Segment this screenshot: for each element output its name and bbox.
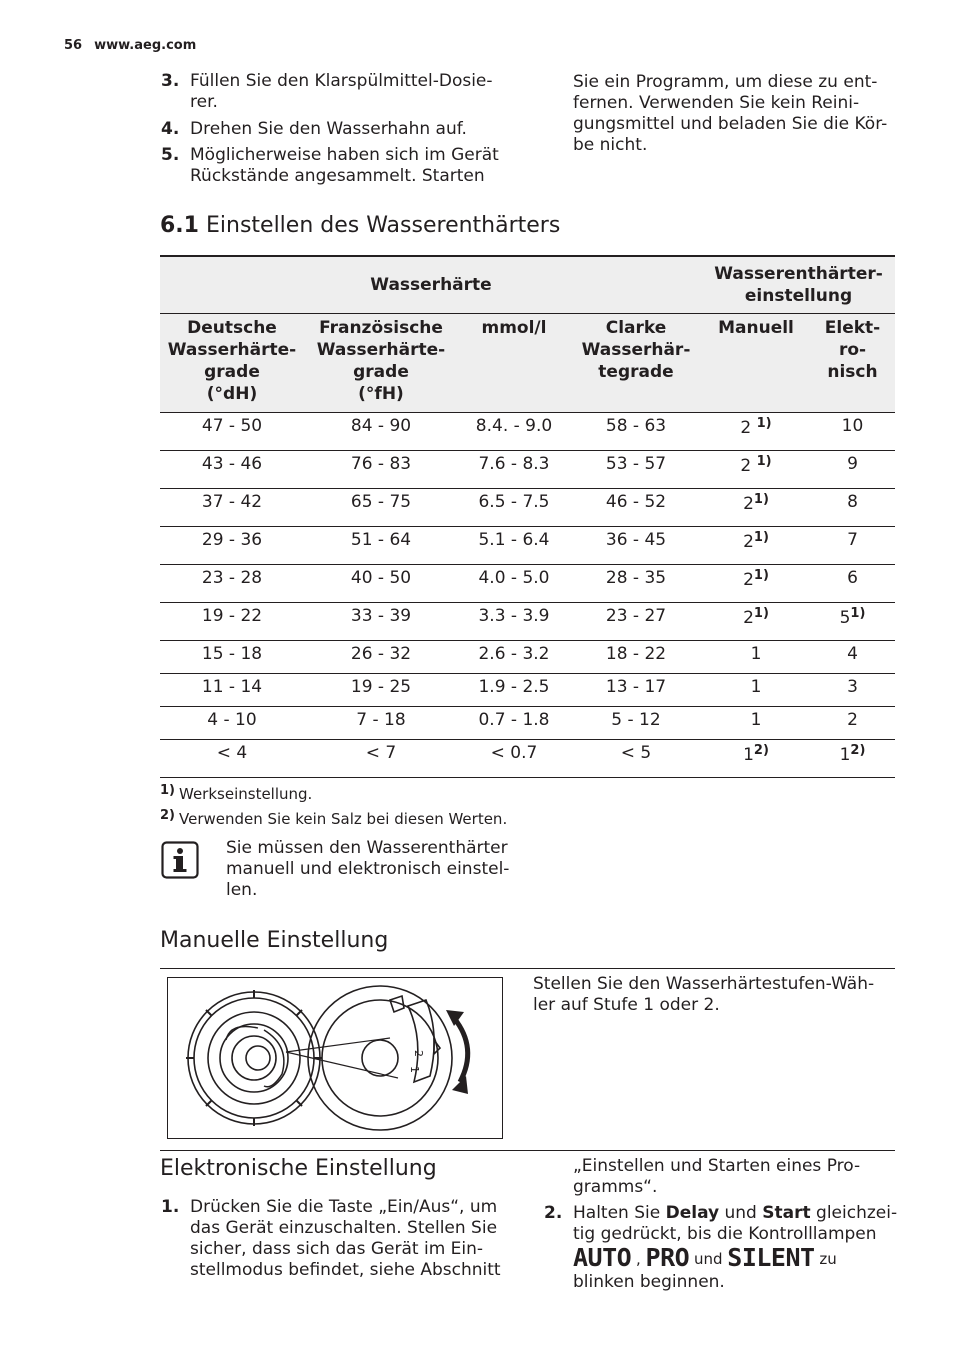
table-row bbox=[160, 673, 895, 706]
column-header-fh: Französische Wasserhärte- grade (°fH) bbox=[304, 313, 458, 412]
cell-mmol bbox=[458, 488, 570, 526]
step-text: zu bbox=[814, 1250, 837, 1268]
step-text: Halten Sie bbox=[573, 1203, 666, 1223]
footnote-reference: 1) bbox=[850, 605, 866, 621]
cell-clarke bbox=[570, 526, 702, 564]
cell-mmol bbox=[458, 602, 570, 640]
cell-manual bbox=[702, 739, 810, 777]
cell-value: 11 - 14 bbox=[201, 676, 263, 697]
table-row bbox=[160, 602, 895, 640]
column-header-electronic: Elekt- ro- nisch bbox=[810, 313, 895, 412]
cell-value: 4.0 - 5.0 bbox=[478, 567, 550, 588]
section-title: Einstellen des Wasserenthärters bbox=[205, 213, 561, 238]
column-header-mmol: mmol/l bbox=[458, 313, 570, 412]
cell-value: 7 - 18 bbox=[356, 709, 406, 730]
column-header-clarke: Clarke Wasserhär- tegrade bbox=[570, 313, 702, 412]
cell-value: 2 bbox=[743, 607, 754, 628]
cell-value: 0.7 - 1.8 bbox=[478, 709, 550, 730]
silent-lamp-icon: SILENT bbox=[727, 1243, 815, 1272]
delay-key-label: Delay bbox=[665, 1203, 720, 1223]
cell-mmol bbox=[458, 739, 570, 777]
footnote-mark: 1) bbox=[160, 783, 175, 798]
cell-clarke bbox=[570, 673, 702, 706]
cell-electronic bbox=[810, 673, 895, 706]
start-key-label: Start bbox=[762, 1203, 811, 1223]
table-row bbox=[160, 564, 895, 602]
cell-clarke bbox=[570, 739, 702, 777]
cell-value: 4 bbox=[847, 643, 858, 664]
cell-dh bbox=[160, 450, 304, 488]
cell-value: 2.6 - 3.2 bbox=[478, 643, 550, 664]
step-number: 4. bbox=[161, 119, 180, 139]
footnote-2 bbox=[160, 808, 507, 828]
cell-value: 76 - 83 bbox=[350, 453, 412, 474]
cell-clarke bbox=[570, 412, 702, 450]
group-header-hardness: Wasserhärte bbox=[160, 256, 702, 313]
cell-value: 5.1 - 6.4 bbox=[478, 529, 550, 550]
cell-value: 8.4. - 9.0 bbox=[475, 415, 553, 436]
cell-value: 53 - 57 bbox=[605, 453, 667, 474]
page-header bbox=[64, 38, 196, 53]
water-softener-dial-illustration bbox=[167, 977, 503, 1139]
step-text: Füllen Sie den Klarspülmittel-Dosie- rer. bbox=[190, 71, 493, 112]
footnote-reference: 2) bbox=[753, 742, 769, 758]
cell-dh bbox=[160, 412, 304, 450]
footnote-reference: 1) bbox=[753, 491, 769, 507]
cell-mmol bbox=[458, 640, 570, 673]
cell-value: 15 - 18 bbox=[201, 643, 263, 664]
cell-value: 7 bbox=[847, 529, 858, 550]
table-row bbox=[160, 450, 895, 488]
cell-value: 5 bbox=[839, 607, 851, 628]
cell-fh bbox=[304, 488, 458, 526]
step-text: und bbox=[719, 1203, 763, 1223]
cell-value: 40 - 50 bbox=[350, 567, 412, 588]
cell-manual bbox=[702, 564, 810, 602]
cell-value: 1 bbox=[743, 744, 754, 765]
dial-mark-1: 1 bbox=[408, 1066, 421, 1073]
cell-value: 51 - 64 bbox=[350, 529, 412, 550]
cell-value: 2 bbox=[740, 417, 757, 438]
cell-dh bbox=[160, 640, 304, 673]
cell-value: 58 - 63 bbox=[605, 415, 667, 436]
step-text: Möglicherweise haben sich im Gerät Rückstände angesammelt. Starten bbox=[190, 145, 499, 186]
cell-value: 19 - 22 bbox=[201, 605, 263, 626]
footnote-reference: 2) bbox=[850, 742, 866, 758]
cell-manual bbox=[702, 412, 810, 450]
table-row bbox=[160, 526, 895, 564]
cell-value: 6.5 - 7.5 bbox=[478, 491, 550, 512]
footnote-1 bbox=[160, 783, 312, 803]
step-2-last-line: blinken beginnen. bbox=[573, 1272, 725, 1292]
cell-value: < 5 bbox=[620, 742, 652, 763]
cell-value: 1 bbox=[750, 676, 762, 697]
cell-electronic bbox=[810, 706, 895, 739]
cell-dh bbox=[160, 564, 304, 602]
cell-fh bbox=[304, 412, 458, 450]
cell-mmol bbox=[458, 706, 570, 739]
cell-electronic bbox=[810, 412, 895, 450]
cell-fh bbox=[304, 739, 458, 777]
cell-value: 1 bbox=[750, 643, 762, 664]
cell-fh bbox=[304, 706, 458, 739]
cell-value: 7.6 - 8.3 bbox=[478, 453, 550, 474]
cell-manual bbox=[702, 526, 810, 564]
cell-value: 29 - 36 bbox=[201, 529, 263, 550]
cell-fh bbox=[304, 673, 458, 706]
cell-value: < 0.7 bbox=[490, 742, 538, 763]
cell-value: 6 bbox=[847, 567, 858, 588]
cell-electronic bbox=[810, 602, 895, 640]
header-url: www.aeg.com bbox=[94, 38, 197, 53]
cell-electronic bbox=[810, 526, 895, 564]
page-number: 56 bbox=[64, 38, 83, 53]
cell-value: 2 bbox=[743, 531, 754, 552]
separator: , bbox=[631, 1250, 646, 1268]
manual-setting-text: Stellen Sie den Wasserhärtestufen-Wäh- ler auf Stufe 1 oder 2. bbox=[533, 974, 875, 1015]
cell-clarke bbox=[570, 450, 702, 488]
cell-value: 37 - 42 bbox=[201, 491, 263, 512]
step-number: 3. bbox=[161, 71, 180, 91]
cell-value: 26 - 32 bbox=[350, 643, 412, 664]
cell-value: 36 - 45 bbox=[605, 529, 667, 550]
cell-value: 43 - 46 bbox=[201, 453, 263, 474]
step-number: 1. bbox=[161, 1197, 180, 1217]
cell-clarke bbox=[570, 640, 702, 673]
cell-electronic bbox=[810, 739, 895, 777]
cell-manual bbox=[702, 706, 810, 739]
indicator-lamps-line bbox=[573, 1243, 913, 1272]
group-header-setting: Wasserenthärter- einstellung bbox=[702, 256, 895, 313]
cell-value: < 4 bbox=[216, 742, 248, 763]
section-heading bbox=[160, 213, 560, 238]
info-icon bbox=[161, 841, 199, 879]
cell-manual bbox=[702, 640, 810, 673]
electronic-setting-heading: Elektronische Einstellung bbox=[160, 1156, 437, 1181]
cell-fh bbox=[304, 640, 458, 673]
step-number: 2. bbox=[544, 1203, 563, 1223]
cell-value: 23 - 28 bbox=[201, 567, 263, 588]
cell-value: 13 - 17 bbox=[605, 676, 667, 697]
cell-manual bbox=[702, 450, 810, 488]
cell-mmol bbox=[458, 526, 570, 564]
manual-setting-heading: Manuelle Einstellung bbox=[160, 928, 389, 953]
cell-value: 3.3 - 3.9 bbox=[478, 605, 550, 626]
cell-electronic bbox=[810, 450, 895, 488]
cell-fh bbox=[304, 526, 458, 564]
cell-value: 84 - 90 bbox=[350, 415, 412, 436]
step-5-continuation: Sie ein Programm, um diese zu ent- fernen. Verwenden Sie kein Reini- gungsmittel und beladen Sie die Kör- be nicht. bbox=[573, 72, 888, 155]
cell-value: 1.9 - 2.5 bbox=[478, 676, 550, 697]
table-row bbox=[160, 706, 895, 739]
footnote-reference: 1) bbox=[753, 529, 769, 545]
separator: und bbox=[689, 1250, 728, 1268]
cell-mmol bbox=[458, 564, 570, 602]
cell-value: 9 bbox=[847, 453, 858, 474]
cell-clarke bbox=[570, 488, 702, 526]
cell-value: 33 - 39 bbox=[350, 605, 412, 626]
cell-value: 47 - 50 bbox=[201, 415, 263, 436]
table-row bbox=[160, 739, 895, 777]
cell-dh bbox=[160, 526, 304, 564]
cell-value: 4 - 10 bbox=[207, 709, 257, 730]
cell-manual bbox=[702, 602, 810, 640]
divider bbox=[160, 968, 895, 969]
electronic-step-1-continuation: „Einstellen und Starten eines Pro- gramms“. bbox=[573, 1156, 861, 1197]
cell-value: 3 bbox=[847, 676, 858, 697]
footnote-text: Werkseinstellung. bbox=[179, 785, 313, 803]
cell-manual bbox=[702, 488, 810, 526]
footnote-mark: 2) bbox=[160, 808, 175, 823]
cell-value: 2 bbox=[847, 709, 858, 730]
divider bbox=[160, 1150, 895, 1151]
footnote-reference: 1) bbox=[756, 453, 772, 469]
step-text: gleichzei- tig gedrückt, bis die Kontrolllampen bbox=[573, 1203, 898, 1244]
table-row bbox=[160, 488, 895, 526]
cell-fh bbox=[304, 564, 458, 602]
cell-value: 1 bbox=[750, 709, 762, 730]
cell-value: 10 bbox=[841, 415, 864, 436]
cell-clarke bbox=[570, 706, 702, 739]
cell-dh bbox=[160, 488, 304, 526]
cell-value: 1 bbox=[839, 744, 851, 765]
info-note-text: Sie müssen den Wasserenthärter manuell und elektronisch einstel- len. bbox=[226, 838, 510, 900]
pro-lamp-icon: PRO bbox=[645, 1243, 690, 1272]
cell-dh bbox=[160, 602, 304, 640]
cell-fh bbox=[304, 450, 458, 488]
cell-value: 19 - 25 bbox=[350, 676, 412, 697]
cell-value: 2 bbox=[743, 569, 754, 590]
cell-electronic bbox=[810, 640, 895, 673]
cell-dh bbox=[160, 673, 304, 706]
cell-value: 18 - 22 bbox=[605, 643, 667, 664]
footnote-reference: 1) bbox=[753, 605, 769, 621]
cell-electronic bbox=[810, 564, 895, 602]
cell-mmol bbox=[458, 412, 570, 450]
column-header-dh: Deutsche Wasserhärte- grade (°dH) bbox=[160, 313, 304, 412]
cell-dh bbox=[160, 739, 304, 777]
water-hardness-table bbox=[160, 255, 895, 778]
step-text: Drücken Sie die Taste „Ein/Aus“, um das Gerät einzuschalten. Stellen Sie sicher, dass sich das Gerät im Ein- stellmodus befindet, siehe Abschnitt bbox=[190, 1197, 501, 1280]
footnote-text: Verwenden Sie kein Salz bei diesen Werten. bbox=[179, 810, 508, 828]
dial-mark-2: 2 bbox=[412, 1050, 425, 1057]
cell-value: 28 - 35 bbox=[605, 567, 667, 588]
cell-electronic bbox=[810, 488, 895, 526]
cell-value: 2 bbox=[740, 455, 757, 476]
cell-manual bbox=[702, 673, 810, 706]
column-header-manual: Manuell bbox=[702, 313, 810, 412]
cell-value: 65 - 75 bbox=[350, 491, 412, 512]
cell-clarke bbox=[570, 602, 702, 640]
cell-mmol bbox=[458, 673, 570, 706]
cell-clarke bbox=[570, 564, 702, 602]
cell-value: 5 - 12 bbox=[611, 709, 661, 730]
cell-value: 2 bbox=[743, 493, 754, 514]
cell-dh bbox=[160, 706, 304, 739]
cell-value: 8 bbox=[847, 491, 858, 512]
table-row bbox=[160, 412, 895, 450]
step-text: Drehen Sie den Wasserhahn auf. bbox=[190, 119, 467, 139]
cell-value: 46 - 52 bbox=[605, 491, 667, 512]
footnote-reference: 1) bbox=[753, 567, 769, 583]
footnote-reference: 1) bbox=[756, 415, 772, 431]
cell-value: 23 - 27 bbox=[605, 605, 667, 626]
cell-fh bbox=[304, 602, 458, 640]
cell-mmol bbox=[458, 450, 570, 488]
section-number: 6.1 bbox=[160, 213, 199, 238]
auto-lamp-icon: AUTO bbox=[573, 1243, 632, 1272]
step-number: 5. bbox=[161, 145, 180, 165]
cell-value: < 7 bbox=[365, 742, 397, 763]
table-row bbox=[160, 640, 895, 673]
